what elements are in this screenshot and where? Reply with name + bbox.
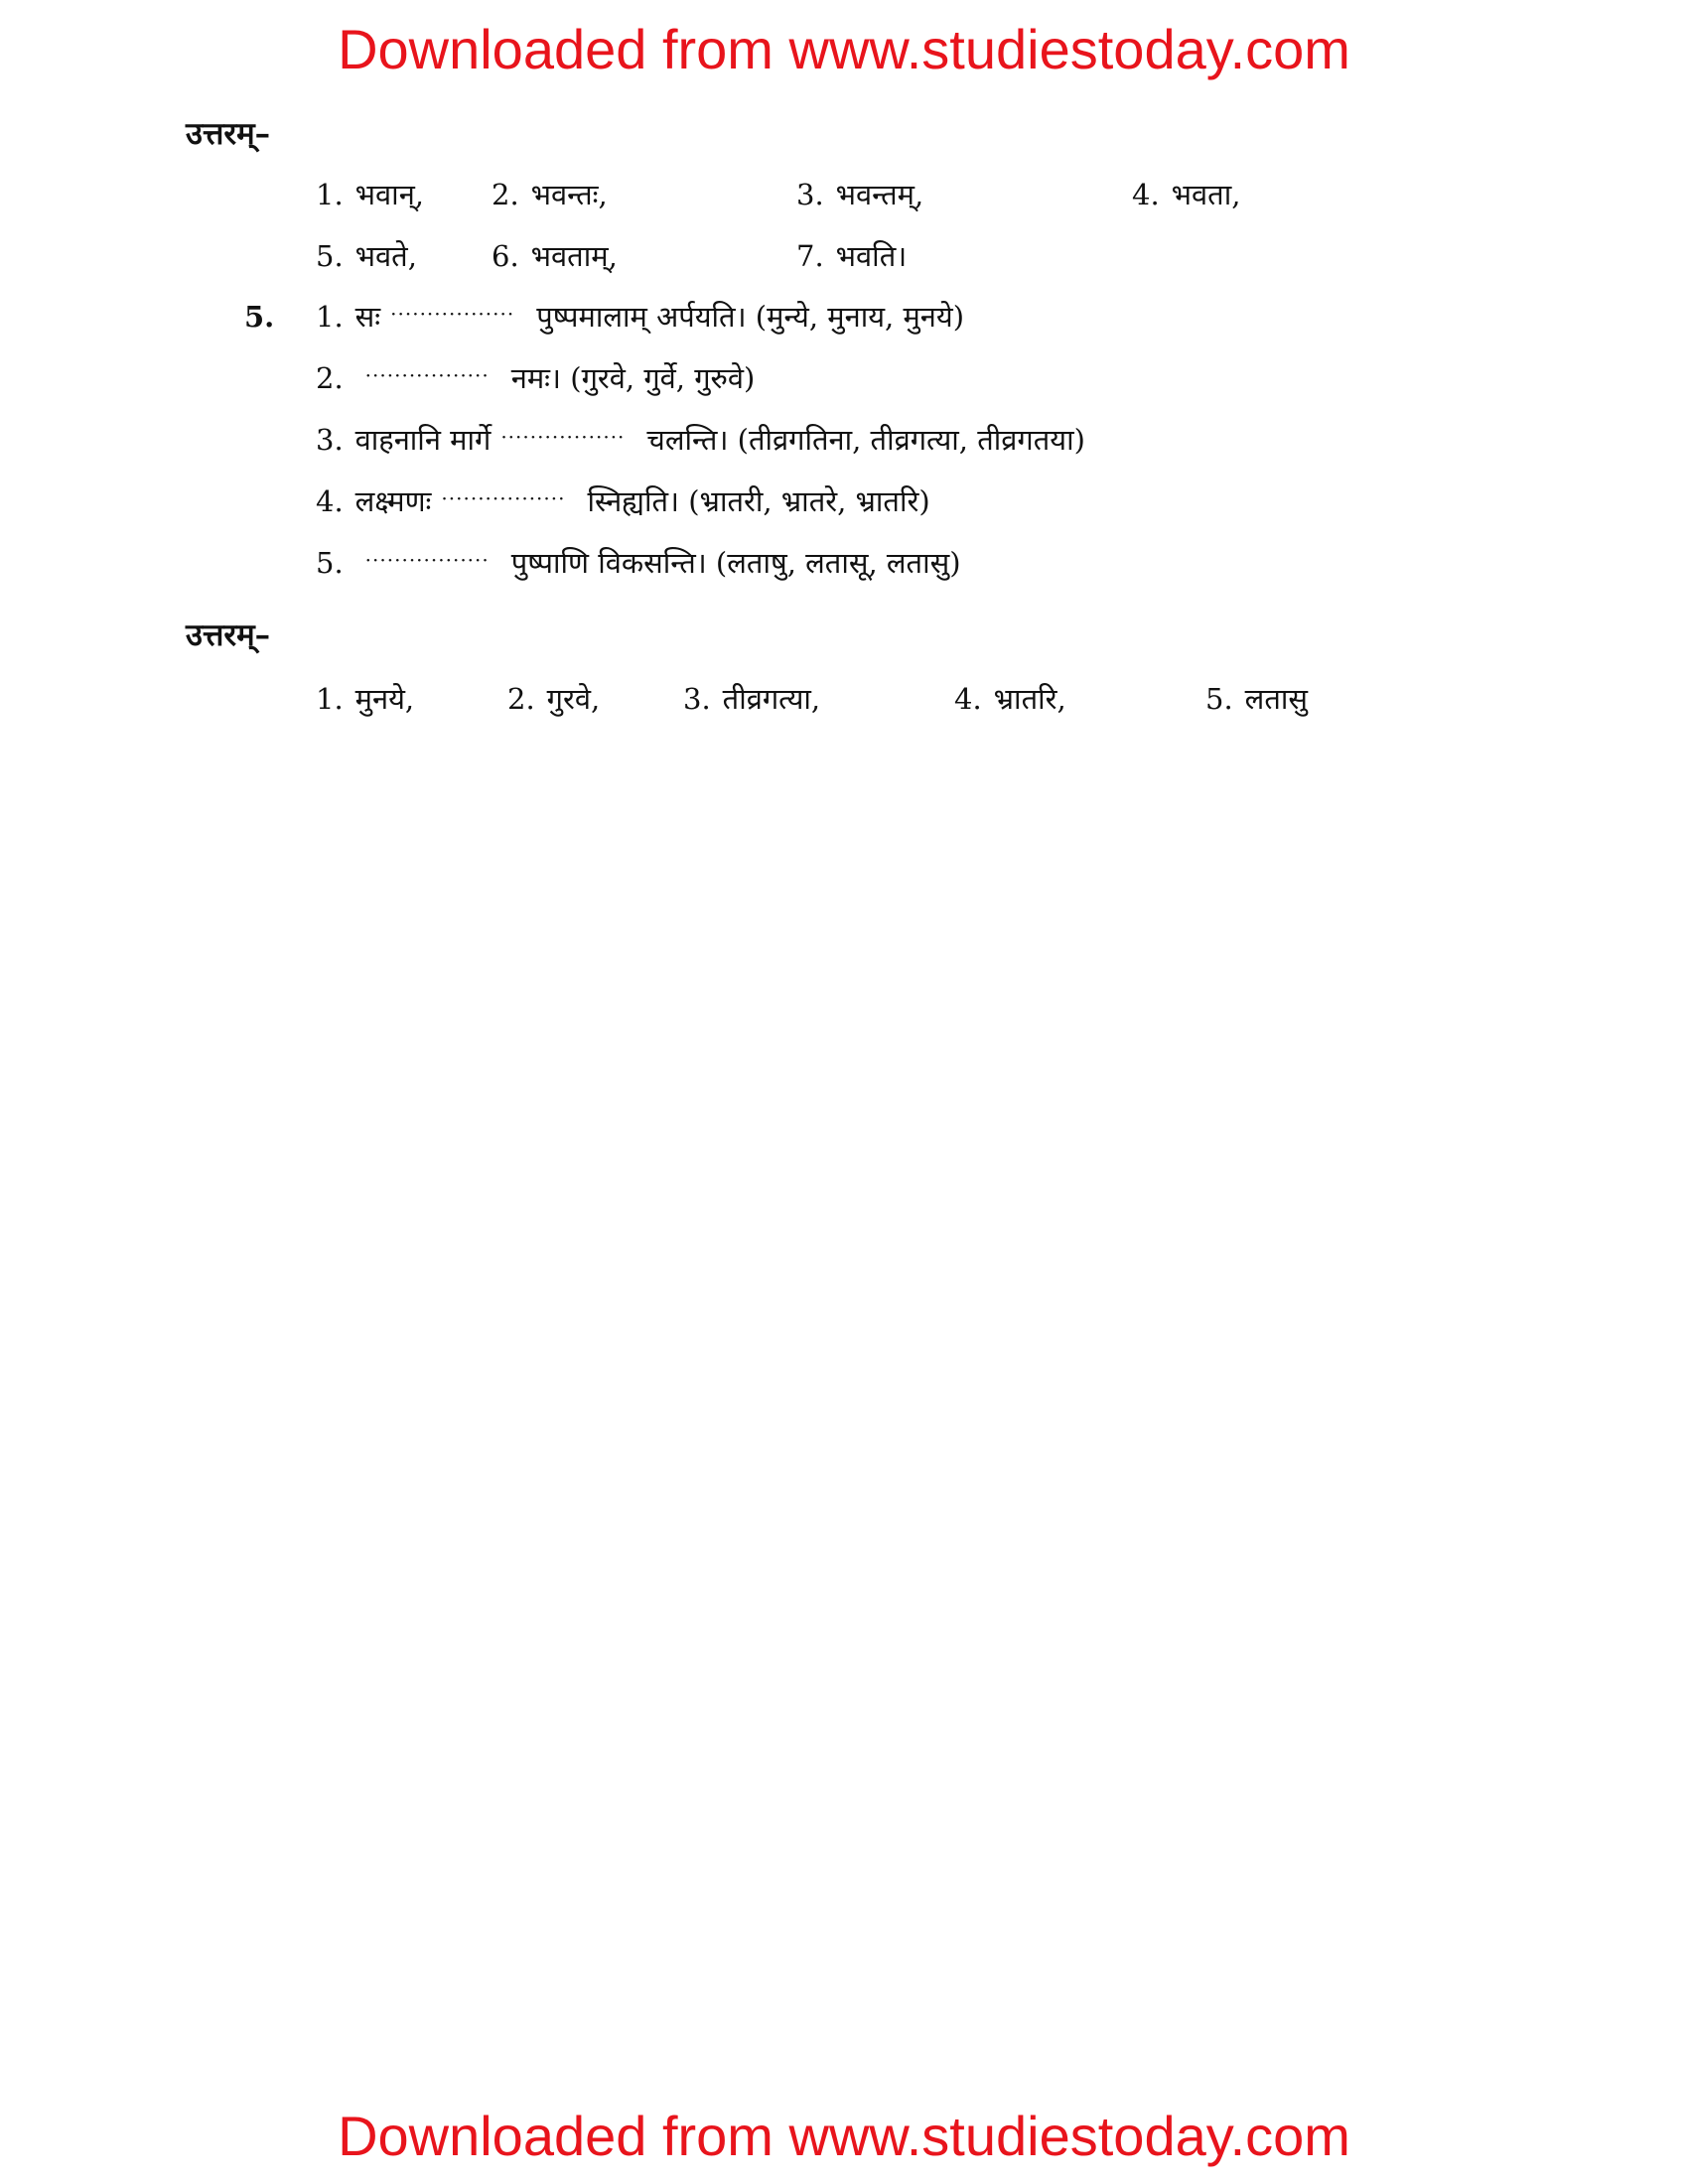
answer2-item-3: 3. तीव्रगत्या, xyxy=(683,682,821,716)
question5-item-4: 4. लक्ष्मणः ················· स्निह्यति। (भ्रातरी, भ्रातरे, भ्रातरि) xyxy=(316,484,930,518)
blank: ················· xyxy=(390,302,515,326)
question5-item-2: 2. ················· नमः। (गुरवे, गुर्वे, गुरुवे) xyxy=(316,361,756,395)
answer1-item-2: 2. भवन्तः, xyxy=(492,178,608,211)
question5-item-3: 3. वाहनानि मार्गे ················· चलन्ति। (तीव्रगतिना, तीव्रगत्या, तीव्रगतया) xyxy=(316,423,1085,457)
answer2-item-1: 1. मुनये, xyxy=(316,682,415,716)
blank: ················· xyxy=(364,363,490,387)
question5-item-1: 1. सः ················· पुष्पमालाम् अर्पयति। (मुन्ये, मुनाय, मुनये) xyxy=(316,300,965,334)
answer1-item-4: 4. भवता, xyxy=(1132,178,1241,211)
blank: ················· xyxy=(500,425,626,449)
answer-heading-2: उत्तरम्– xyxy=(186,617,271,653)
answer1-item-6: 6. भवताम्, xyxy=(492,239,618,273)
blank: ················· xyxy=(441,486,566,510)
answer1-item-7: 7. भवति। xyxy=(796,239,908,273)
question5-item-5: 5. ················· पुष्पाणि विकसन्ति। (लताषु, लतासू, लतासु) xyxy=(316,546,961,580)
watermark-bottom: Downloaded from www.studiestoday.com xyxy=(338,2105,1350,2167)
answer1-item-1: 1. भवान्, xyxy=(316,178,425,211)
answer1-item-3: 3. भवन्तम्, xyxy=(796,178,924,211)
answer2-item-2: 2. गुरवे, xyxy=(507,682,601,716)
answer-heading-1: उत्तरम्– xyxy=(186,116,271,152)
question-number: 5. xyxy=(244,300,275,334)
watermark-top: Downloaded from www.studiestoday.com xyxy=(338,18,1350,80)
answer1-item-5: 5. भवते, xyxy=(316,239,417,273)
answer2-item-4: 4. भ्रातरि, xyxy=(954,682,1066,716)
answer2-item-5: 5. लतासु xyxy=(1205,682,1308,716)
blank: ················· xyxy=(364,548,490,572)
